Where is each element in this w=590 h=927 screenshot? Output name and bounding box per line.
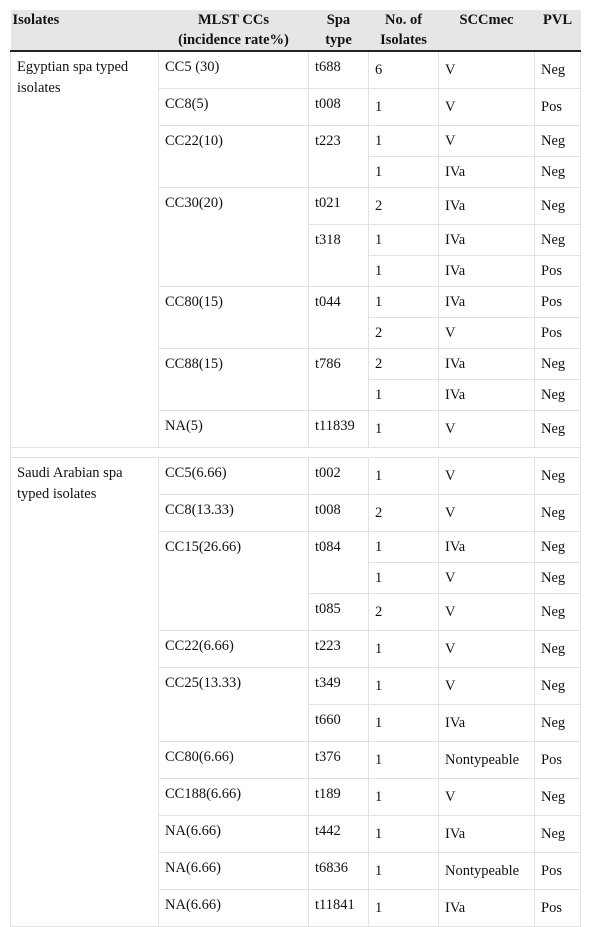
sccmec-cell: IVa xyxy=(439,816,535,853)
pvl-cell: Neg xyxy=(535,188,581,225)
spa-type-cell: t084 xyxy=(309,532,369,594)
mlst-cc-cell: CC80(15) xyxy=(159,287,309,349)
pvl-cell: Neg xyxy=(535,779,581,816)
sccmec-cell: IVa xyxy=(439,380,535,411)
isolate-count-cell: 1 xyxy=(369,287,439,318)
isolate-count-cell: 1 xyxy=(369,705,439,742)
sccmec-cell: IVa xyxy=(439,349,535,380)
isolate-count-cell: 1 xyxy=(369,256,439,287)
isolate-count-cell: 2 xyxy=(369,594,439,631)
spa-type-cell: t002 xyxy=(309,458,369,495)
sccmec-cell: Nontypeable xyxy=(439,742,535,779)
isolate-count-cell: 1 xyxy=(369,779,439,816)
sccmec-cell: IVa xyxy=(439,532,535,563)
sccmec-cell: IVa xyxy=(439,890,535,927)
isolate-count-cell: 2 xyxy=(369,495,439,532)
isolate-count-cell: 1 xyxy=(369,816,439,853)
isolate-count-cell: 1 xyxy=(369,225,439,256)
mlst-cc-cell: NA(6.66) xyxy=(159,816,309,853)
pvl-cell: Pos xyxy=(535,742,581,779)
isolate-count-cell: 1 xyxy=(369,631,439,668)
spacer-cell xyxy=(11,448,581,458)
spa-type-cell: t008 xyxy=(309,495,369,532)
spa-type-cell: t11839 xyxy=(309,411,369,448)
group-spacer-row xyxy=(11,448,581,458)
spa-type-cell: t044 xyxy=(309,287,369,349)
pvl-cell: Pos xyxy=(535,853,581,890)
pvl-cell: Pos xyxy=(535,890,581,927)
pvl-cell: Neg xyxy=(535,51,581,89)
pvl-cell: Pos xyxy=(535,256,581,287)
spa-type-cell: t688 xyxy=(309,51,369,89)
header-mlst-ccs: MLST CCs (incidence rate%) xyxy=(159,10,309,51)
isolate-count-cell: 1 xyxy=(369,411,439,448)
isolate-count-cell: 6 xyxy=(369,51,439,89)
isolate-count-cell: 2 xyxy=(369,318,439,349)
sccmec-cell: IVa xyxy=(439,157,535,188)
sccmec-cell: V xyxy=(439,594,535,631)
pvl-cell: Neg xyxy=(535,349,581,380)
pvl-cell: Neg xyxy=(535,631,581,668)
mlst-cc-cell: CC5(6.66) xyxy=(159,458,309,495)
sccmec-cell: V xyxy=(439,495,535,532)
spa-type-cell: t021 xyxy=(309,188,369,225)
header-no-of-isolates: No. of Isolates xyxy=(369,10,439,51)
pvl-cell: Pos xyxy=(535,89,581,126)
mlst-cc-cell: CC15(26.66) xyxy=(159,532,309,631)
mlst-cc-cell: NA(6.66) xyxy=(159,853,309,890)
spa-type-cell: t442 xyxy=(309,816,369,853)
header-pvl: PVL xyxy=(535,10,581,51)
isolate-group-label: Egyptian spa typed isolates xyxy=(11,51,159,448)
sccmec-cell: V xyxy=(439,668,535,705)
pvl-cell: Pos xyxy=(535,287,581,318)
isolate-count-cell: 1 xyxy=(369,458,439,495)
isolate-count-cell: 1 xyxy=(369,157,439,188)
isolate-count-cell: 1 xyxy=(369,380,439,411)
spa-type-cell: t085 xyxy=(309,594,369,631)
mlst-cc-cell: CC88(15) xyxy=(159,349,309,411)
sccmec-cell: IVa xyxy=(439,225,535,256)
sccmec-cell: V xyxy=(439,126,535,157)
pvl-cell: Neg xyxy=(535,225,581,256)
sccmec-cell: Nontypeable xyxy=(439,853,535,890)
pvl-cell: Neg xyxy=(535,411,581,448)
pvl-cell: Neg xyxy=(535,705,581,742)
spa-type-cell: t223 xyxy=(309,631,369,668)
isolate-count-cell: 1 xyxy=(369,126,439,157)
spa-type-cell: t786 xyxy=(309,349,369,411)
sccmec-cell: V xyxy=(439,458,535,495)
mlst-cc-cell: CC5 (30) xyxy=(159,51,309,89)
mlst-cc-cell: CC188(6.66) xyxy=(159,779,309,816)
spa-type-cell: t008 xyxy=(309,89,369,126)
isolate-count-cell: 1 xyxy=(369,890,439,927)
sccmec-cell: IVa xyxy=(439,287,535,318)
header-spa-type: Spa type xyxy=(309,10,369,51)
table-row xyxy=(11,51,581,89)
isolate-count-cell: 2 xyxy=(369,349,439,380)
isolate-count-cell: 1 xyxy=(369,89,439,126)
isolates-table xyxy=(10,10,581,927)
sccmec-cell: V xyxy=(439,631,535,668)
pvl-cell: Neg xyxy=(535,816,581,853)
isolate-group-label: Saudi Arabian spa typed isolates xyxy=(11,458,159,927)
mlst-cc-cell: CC8(13.33) xyxy=(159,495,309,532)
mlst-cc-cell: CC30(20) xyxy=(159,188,309,287)
sccmec-cell: V xyxy=(439,563,535,594)
sccmec-cell: V xyxy=(439,89,535,126)
sccmec-cell: V xyxy=(439,51,535,89)
mlst-cc-cell: CC80(6.66) xyxy=(159,742,309,779)
pvl-cell: Neg xyxy=(535,458,581,495)
mlst-cc-cell: CC25(13.33) xyxy=(159,668,309,742)
spa-type-cell: t223 xyxy=(309,126,369,188)
pvl-cell: Neg xyxy=(535,157,581,188)
pvl-cell: Neg xyxy=(535,126,581,157)
sccmec-cell: V xyxy=(439,318,535,349)
isolate-count-cell: 2 xyxy=(369,188,439,225)
spa-type-cell: t318 xyxy=(309,225,369,287)
isolate-count-cell: 1 xyxy=(369,668,439,705)
isolate-count-cell: 1 xyxy=(369,532,439,563)
pvl-cell: Neg xyxy=(535,495,581,532)
spa-type-cell: t189 xyxy=(309,779,369,816)
spa-type-cell: t376 xyxy=(309,742,369,779)
spa-type-cell: t349 xyxy=(309,668,369,705)
pvl-cell: Neg xyxy=(535,668,581,705)
pvl-cell: Pos xyxy=(535,318,581,349)
header-row xyxy=(11,10,581,51)
spa-type-cell: t11841 xyxy=(309,890,369,927)
isolate-count-cell: 1 xyxy=(369,853,439,890)
header-isolates: Isolates xyxy=(11,10,159,51)
sccmec-cell: V xyxy=(439,779,535,816)
mlst-cc-cell: NA(5) xyxy=(159,411,309,448)
mlst-cc-cell: CC22(10) xyxy=(159,126,309,188)
mlst-cc-cell: CC8(5) xyxy=(159,89,309,126)
pvl-cell: Neg xyxy=(535,532,581,563)
pvl-cell: Neg xyxy=(535,380,581,411)
mlst-cc-cell: CC22(6.66) xyxy=(159,631,309,668)
table-row xyxy=(11,458,581,495)
sccmec-cell: IVa xyxy=(439,256,535,287)
pvl-cell: Neg xyxy=(535,594,581,631)
pvl-cell: Neg xyxy=(535,563,581,594)
mlst-cc-cell: NA(6.66) xyxy=(159,890,309,927)
isolate-count-cell: 1 xyxy=(369,563,439,594)
spa-type-cell: t660 xyxy=(309,705,369,742)
table-body xyxy=(11,51,581,927)
spa-type-cell: t6836 xyxy=(309,853,369,890)
isolate-count-cell: 1 xyxy=(369,742,439,779)
sccmec-cell: IVa xyxy=(439,188,535,225)
header-sccmec: SCCmec xyxy=(439,10,535,51)
sccmec-cell: V xyxy=(439,411,535,448)
sccmec-cell: IVa xyxy=(439,705,535,742)
